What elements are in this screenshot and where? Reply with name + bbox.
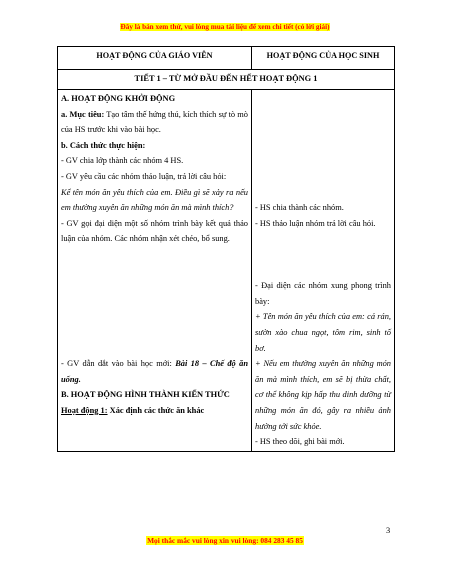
teacher-step-2: - GV yêu cầu các nhóm thảo luận, trả lời câu hỏi: xyxy=(61,171,227,181)
activity-1-line xyxy=(61,403,248,419)
preview-banner-text: Đây là bản xem thử, vui lòng mua tài liệu để xem chi tiết (có lời giải) xyxy=(120,23,330,31)
method-label: b. Cách thức thực hiện: xyxy=(61,140,146,150)
teacher-step-3: - GV gọi đại diện một số nhóm trình bày kết quả thảo luận của nhóm. Các nhóm nhận xét chéo, bổ sung. xyxy=(61,218,248,244)
student-activities-cell xyxy=(252,90,395,452)
student-step-2: - HS thảo luận nhóm trả lời câu hỏi. xyxy=(255,218,376,228)
student-answer-2: + Nếu em thường xuyên ăn những món ăn mà mình thích, em sẽ bị thừa chất, cơ thể không kịp hấp thu dinh dưỡng từ những món ăn đó, gây ra nhiều ảnh hưởng tới sức khỏe. xyxy=(255,359,391,431)
step-4-prefix: - GV dẫn dắt vào bài học mới: xyxy=(61,358,176,368)
teacher-column-header: HOẠT ĐỘNG CỦA GIÁO VIÊN xyxy=(58,47,252,70)
page-number: 3 xyxy=(386,526,391,535)
spacer xyxy=(255,231,391,278)
lesson-title: Bài 18 – Chế độ ăn uống. xyxy=(61,358,248,384)
contact-footer-text: Mọi thắc mắc vui lòng xin vui lòng: 084 283 45 85 xyxy=(147,536,303,545)
activity-1-text: Xác định các thức ăn khác xyxy=(107,405,205,415)
heading-a: A. HOẠT ĐỘNG KHỞI ĐỘNG xyxy=(61,94,176,103)
discussion-question: Kể tên món ăn yêu thích của em. Điều gì sẽ xảy ra nếu em thường xuyên ăn những món ăn mà mình thích? xyxy=(61,187,248,213)
table-header-row xyxy=(58,47,395,70)
goal-label: a. Mục tiêu: xyxy=(61,109,105,119)
section-title: TIẾT 1 – TỪ MỞ ĐẦU ĐẾN HẾT HOẠT ĐỘNG 1 xyxy=(58,70,395,90)
student-step-1: - HS chia thành các nhóm. xyxy=(255,203,344,212)
student-answer-1: + Tên món ăn yêu thích của em: cá rán, sườn xào chua ngọt, tôm rim, sinh tố bơ. xyxy=(255,312,391,353)
spacer xyxy=(255,91,391,200)
goal-paragraph xyxy=(61,107,248,138)
lesson-table xyxy=(57,46,395,452)
goal-text: Tạo tâm thế hứng thú, kích thích sự tò mò của HS trước khi vào bài học. xyxy=(61,109,248,135)
student-step-3: - Đại diện các nhóm xung phong trình bày: xyxy=(255,281,391,306)
teacher-step-1: - GV chia lớp thành các nhóm 4 HS. xyxy=(61,156,184,166)
contact-footer xyxy=(0,536,450,545)
spacer xyxy=(61,247,248,356)
student-step-4: - HS theo dõi, ghi bài mới. xyxy=(255,437,345,447)
section-row xyxy=(58,70,395,90)
teacher-activities-cell xyxy=(58,90,252,452)
content-row xyxy=(58,90,395,452)
activity-1-label: Hoạt động 1: xyxy=(61,405,108,415)
preview-banner xyxy=(0,23,450,31)
teacher-step-4 xyxy=(61,356,248,387)
heading-b: B. HOẠT ĐỘNG HÌNH THÀNH KIẾN THỨC xyxy=(61,390,230,400)
student-column-header: HOẠT ĐỘNG CỦA HỌC SINH xyxy=(252,47,395,70)
